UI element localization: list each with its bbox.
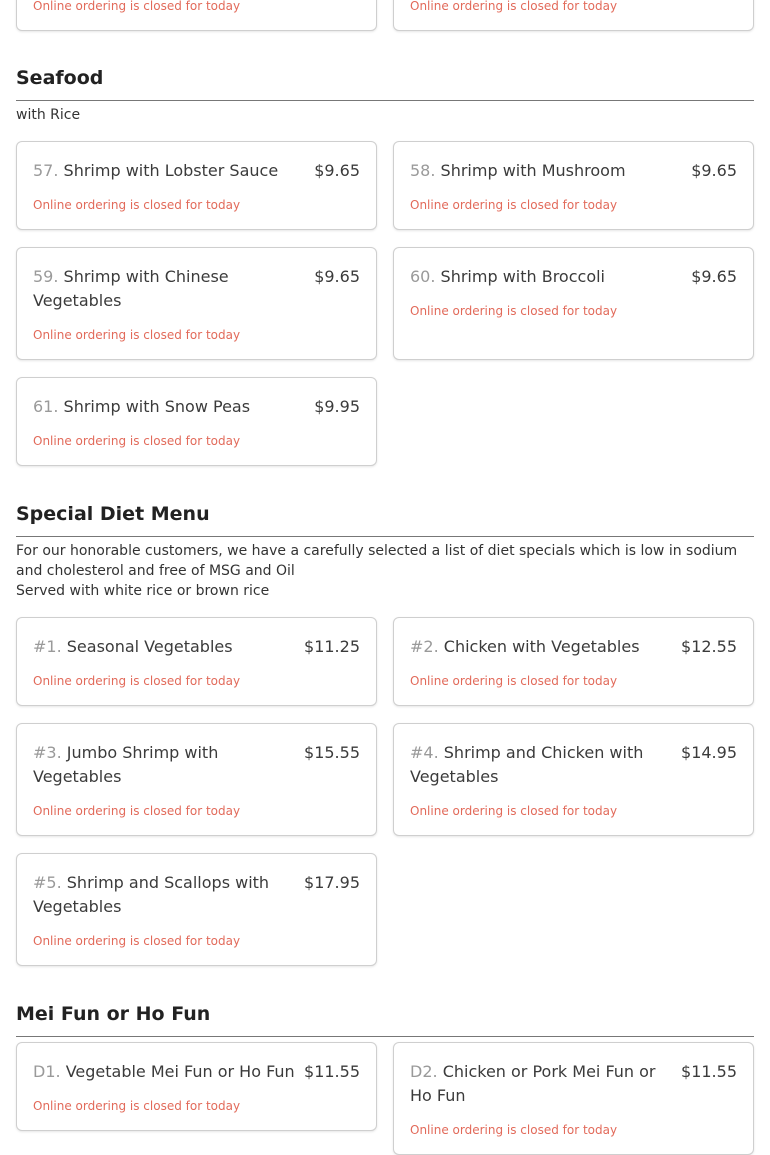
menu-item-card[interactable] — [393, 0, 754, 31]
section-header-special-diet — [16, 502, 754, 601]
menu-item-price: $12.55 — [681, 637, 737, 656]
section-description-rice: Served with white rice or brown rice — [16, 583, 270, 599]
menu-item-header — [33, 635, 360, 659]
section-title: Special Diet Menu — [16, 502, 754, 537]
menu-item-price: $15.55 — [304, 743, 360, 762]
ordering-closed-notice: Online ordering is closed for today — [33, 328, 241, 342]
menu-item-card[interactable] — [393, 141, 754, 230]
ordering-closed-notice: Online ordering is closed for today — [33, 434, 241, 448]
menu-item-price: $14.95 — [681, 743, 737, 762]
menu-item-number: #3. — [33, 743, 62, 762]
menu-item-name: Shrimp with Lobster Sauce — [63, 161, 279, 180]
menu-item-number: #5. — [33, 873, 62, 892]
menu-item-header — [410, 159, 737, 183]
menu-grid-mei-fun — [16, 1042, 754, 1155]
menu-item-number: 59. — [33, 267, 59, 286]
menu-item-title — [410, 1060, 673, 1108]
menu-item-header — [410, 635, 737, 659]
ordering-closed-notice: Online ordering is closed for today — [410, 1123, 618, 1137]
menu-item-number: 58. — [410, 161, 436, 180]
menu-item-header — [410, 1060, 737, 1108]
menu-item-header — [410, 741, 737, 789]
ordering-closed-notice: Online ordering is closed for today — [33, 198, 241, 212]
menu-item-price: $9.65 — [691, 267, 737, 286]
ordering-closed-notice: Online ordering is closed for today — [410, 674, 618, 688]
ordering-closed-notice: Online ordering is closed for today — [410, 198, 618, 212]
menu-item-card[interactable] — [16, 377, 377, 466]
menu-item-title — [410, 159, 626, 183]
section-header-seafood — [16, 66, 754, 125]
menu-item-title — [33, 635, 233, 659]
menu-item-name: Shrimp with Chinese Vegetables — [33, 267, 229, 310]
menu-item-name: Shrimp with Snow Peas — [63, 397, 251, 416]
section-header-mei-fun — [16, 1002, 754, 1037]
ordering-closed-notice: Online ordering is closed for today — [33, 934, 241, 948]
menu-item-name: Seasonal Vegetables — [66, 637, 233, 656]
menu-item-number: #4. — [410, 743, 439, 762]
menu-item-header — [33, 265, 360, 313]
menu-item-card[interactable] — [393, 723, 754, 836]
menu-item-card[interactable] — [16, 1042, 377, 1131]
menu-item-title — [410, 635, 640, 659]
menu-item-price: $17.95 — [304, 873, 360, 892]
section-description: with Rice — [16, 107, 81, 123]
menu-grid-previous — [16, 0, 754, 31]
section-title: Seafood — [16, 66, 754, 101]
menu-item-price: $9.65 — [691, 161, 737, 180]
menu-item-header — [33, 741, 360, 789]
menu-item-name: Shrimp and Scallops with Vegetables — [33, 873, 270, 916]
menu-item-card[interactable] — [393, 617, 754, 706]
menu-item-name: Shrimp with Broccoli — [440, 267, 605, 286]
menu-grid-seafood — [16, 141, 754, 466]
menu-item-card[interactable] — [393, 1042, 754, 1155]
menu-item-title — [410, 265, 605, 289]
menu-item-number: #1. — [33, 637, 62, 656]
section-description: For our honorable customers, we have a carefully selected a list of diet specials which is low in sodium and cholesterol and free of MSG and Oil — [16, 543, 738, 579]
menu-item-name: Shrimp with Mushroom — [440, 161, 626, 180]
ordering-closed-notice: Online ordering is closed for today — [33, 0, 241, 13]
menu-item-name: Shrimp and Chicken with Vegetables — [410, 743, 644, 786]
menu-item-card[interactable] — [16, 723, 377, 836]
ordering-closed-notice: Online ordering is closed for today — [33, 674, 241, 688]
menu-item-number: D2. — [410, 1062, 438, 1081]
menu-grid-special-diet — [16, 617, 754, 966]
menu-item-number: 61. — [33, 397, 59, 416]
menu-item-card[interactable] — [16, 0, 377, 31]
ordering-closed-notice: Online ordering is closed for today — [410, 0, 618, 13]
menu-item-name: Vegetable Mei Fun or Ho Fun — [65, 1062, 295, 1081]
menu-item-title — [33, 265, 306, 313]
menu-item-title — [33, 741, 296, 789]
menu-item-title — [410, 741, 673, 789]
menu-item-card[interactable] — [16, 853, 377, 966]
ordering-closed-notice: Online ordering is closed for today — [410, 804, 618, 818]
ordering-closed-notice: Online ordering is closed for today — [410, 304, 618, 318]
section-title: Mei Fun or Ho Fun — [16, 1002, 754, 1037]
menu-item-card[interactable] — [16, 141, 377, 230]
menu-item-number: D1. — [33, 1062, 61, 1081]
menu-item-price: $11.25 — [304, 637, 360, 656]
menu-item-header — [410, 265, 737, 289]
menu-item-title — [33, 1060, 295, 1084]
menu-item-header — [33, 871, 360, 919]
menu-item-price: $9.95 — [314, 397, 360, 416]
menu-item-name: Chicken with Vegetables — [443, 637, 640, 656]
menu-item-price: $9.65 — [314, 267, 360, 286]
menu-item-card[interactable] — [16, 617, 377, 706]
menu-item-name: Chicken or Pork Mei Fun or Ho Fun — [410, 1062, 656, 1105]
menu-item-name: Jumbo Shrimp with Vegetables — [33, 743, 219, 786]
menu-item-title — [33, 395, 250, 419]
menu-item-number: #2. — [410, 637, 439, 656]
menu-item-card[interactable] — [16, 247, 377, 360]
menu-item-title — [33, 159, 278, 183]
menu-item-header — [33, 1060, 360, 1084]
menu-item-header — [33, 395, 360, 419]
menu-item-title — [33, 871, 296, 919]
menu-item-number: 57. — [33, 161, 59, 180]
menu-item-number: 60. — [410, 267, 436, 286]
menu-item-price: $11.55 — [304, 1062, 360, 1081]
menu-item-price: $9.65 — [314, 161, 360, 180]
ordering-closed-notice: Online ordering is closed for today — [33, 1099, 241, 1113]
menu-item-header — [33, 159, 360, 183]
ordering-closed-notice: Online ordering is closed for today — [33, 804, 241, 818]
menu-item-price: $11.55 — [681, 1062, 737, 1081]
menu-item-card[interactable] — [393, 247, 754, 360]
